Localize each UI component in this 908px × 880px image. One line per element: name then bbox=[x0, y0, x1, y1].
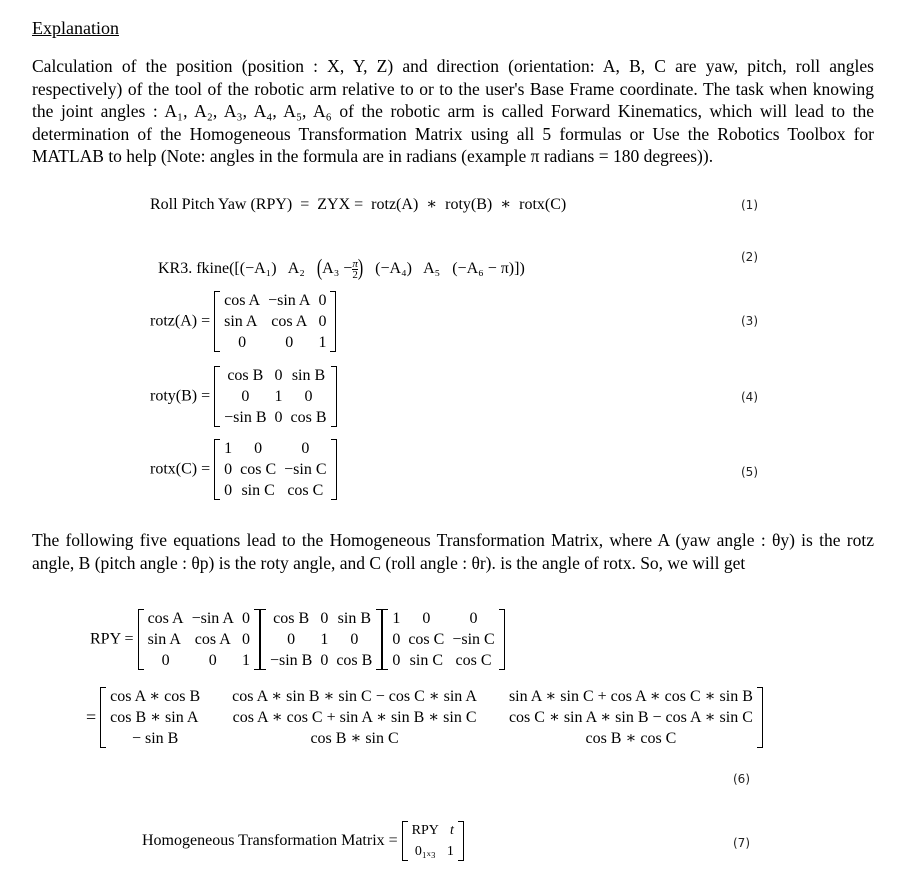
matrix-cell: 0 bbox=[274, 367, 283, 384]
equation-2-close-paren: ) bbox=[357, 256, 364, 281]
equation-5-number: (5) bbox=[741, 465, 758, 479]
matrix-cell: 0 bbox=[469, 610, 478, 627]
matrix-cell: − sin B bbox=[131, 730, 179, 747]
matrix-cell: 0₁ₓ₃ bbox=[414, 844, 436, 859]
matrix-cell: cos B bbox=[227, 367, 264, 384]
matrix-cell: cos A ∗ cos B bbox=[110, 688, 201, 705]
matrix-cell: −sin C bbox=[452, 631, 495, 648]
matrix-cell: cos B bbox=[336, 652, 373, 669]
equation-6-product bbox=[90, 608, 505, 671]
matrix-cell: 1 bbox=[224, 440, 233, 457]
matrix-cell: 0 bbox=[161, 652, 170, 669]
rotz-matrix bbox=[214, 290, 336, 353]
equation-2-open-paren: ( bbox=[316, 256, 323, 281]
matrix-cell: 0 bbox=[224, 461, 233, 478]
matrix-cell: t bbox=[450, 823, 454, 838]
heading: Explanation bbox=[32, 18, 119, 38]
equation-2-prefix: KR3. fkine([(−A₁) A₂ bbox=[158, 260, 317, 278]
matrix-cell: 1 bbox=[318, 334, 327, 351]
matrix-cell: 0 bbox=[208, 652, 217, 669]
equation-2-suffix: (−A₄) A₅ (−A₆ − π)]) bbox=[363, 260, 525, 278]
matrix-cell: cos B bbox=[290, 409, 327, 426]
matrix-cell: cos A ∗ sin B ∗ sin C − cos C ∗ sin A bbox=[232, 688, 477, 705]
equation-6-result bbox=[86, 686, 763, 749]
equation-5 bbox=[150, 438, 337, 501]
matrix-cell: −sin B bbox=[269, 652, 313, 669]
matrix-cell: 0 bbox=[241, 388, 250, 405]
matrix-cell: 0 bbox=[241, 631, 250, 648]
matrix-cell: 1 bbox=[241, 652, 250, 669]
equation-6-number: (6) bbox=[733, 772, 750, 786]
matrix-cell: 0 bbox=[422, 610, 431, 627]
equation-3-lhs: rotz(A) = bbox=[150, 312, 211, 330]
matrix-cell: 0 bbox=[224, 482, 233, 499]
matrix-cell: sin A bbox=[147, 631, 181, 648]
roty-matrix bbox=[214, 365, 336, 428]
matrix-cell: cos C ∗ sin A ∗ sin B − cos A ∗ sin C bbox=[508, 709, 753, 726]
matrix-cell: −sin A bbox=[268, 292, 311, 309]
matrix-cell: cos B bbox=[273, 610, 310, 627]
matrix-cell: 0 bbox=[274, 409, 283, 426]
matrix-cell: 0 bbox=[392, 631, 401, 648]
matrix-cell: sin B bbox=[291, 367, 326, 384]
equation-3 bbox=[150, 290, 336, 353]
matrix-cell: 0 bbox=[304, 388, 313, 405]
equation-2-number: (2) bbox=[741, 250, 758, 264]
matrix-cell: 1 bbox=[274, 388, 283, 405]
equation-7-lhs: Homogeneous Transformation Matrix = bbox=[142, 832, 398, 849]
matrix-cell: 0 bbox=[301, 440, 310, 457]
matrix-cell: sin B bbox=[337, 610, 371, 627]
matrix-cell: −sin C bbox=[284, 461, 327, 478]
equation-7 bbox=[142, 820, 464, 862]
paragraph-intro: Calculation of the position (position : X, Y, Z) and direction (orientation: A, B, C are yaw, pitch, roll angles respectively) of the tool of the robotic arm relative to or to the user's Base Frame coordinate. The task when knowing the joint angles : A₁, A₂, A₃, A₄, A₅, A₆ of the robotic arm is called Forward Kinematics, which will lead to the determination of the Homogeneous Transformation Matrix using all 5 formulas or Use the Robotics Toolbox for MATLAB to help (Note: angles in the formula are in radians (example π radians = 180 degrees)). bbox=[32, 56, 874, 166]
matrix-cell: cos A ∗ cos C + sin A ∗ sin B ∗ sin C bbox=[232, 709, 477, 726]
matrix-cell: 0 bbox=[392, 652, 401, 669]
rpy-result-matrix bbox=[100, 686, 763, 749]
equation-4-number: (4) bbox=[741, 390, 758, 404]
equation-6-lhs: RPY = bbox=[90, 630, 134, 648]
matrix-cell: −sin B bbox=[224, 409, 267, 426]
matrix-cell: sin C bbox=[241, 482, 275, 499]
equation-4 bbox=[150, 365, 337, 428]
equation-2-two: 2 bbox=[352, 269, 358, 281]
equation-2-pi: π bbox=[352, 258, 358, 270]
matrix-cell: sin A ∗ sin C + cos A ∗ cos C ∗ sin B bbox=[508, 688, 753, 705]
paragraph-rpy: The following five equations lead to the Homogeneous Transformation Matrix, where A (yaw angle : θy) is the rotz angle, B (pitch angle : θp) is the roty angle, and C (roll angle : θr). is the angle of rotx. So, we will get bbox=[32, 530, 874, 573]
matrix-cell: 0 bbox=[238, 334, 247, 351]
matrix-cell: cos B ∗ cos C bbox=[585, 730, 677, 747]
matrix-cell: cos A bbox=[194, 631, 231, 648]
equation-5-lhs: rotx(C) = bbox=[150, 460, 211, 478]
matrix-cell: 0 bbox=[320, 652, 329, 669]
equation-1-number: (1) bbox=[741, 198, 758, 212]
matrix-cell: cos C bbox=[408, 631, 445, 648]
matrix-cell: 0 bbox=[320, 610, 329, 627]
equation-4-lhs: roty(B) = bbox=[150, 387, 211, 405]
rpy-rotx-matrix bbox=[382, 608, 504, 671]
equation-6-equals: = bbox=[86, 707, 97, 727]
rpy-roty-matrix bbox=[260, 608, 382, 671]
equation-3-number: (3) bbox=[741, 314, 758, 328]
rpy-rotz-matrix bbox=[138, 608, 260, 671]
equation-1: Roll Pitch Yaw (RPY) = ZYX = rotz(A) ∗ roty(B) ∗ rotx(C) bbox=[150, 196, 567, 213]
matrix-cell: RPY bbox=[411, 823, 439, 838]
matrix-cell: 0 bbox=[318, 313, 327, 330]
matrix-cell: sin C bbox=[409, 652, 443, 669]
matrix-cell: 0 bbox=[241, 610, 250, 627]
matrix-cell: cos C bbox=[287, 482, 324, 499]
matrix-cell: 0 bbox=[318, 292, 327, 309]
equation-2-a3: A₃ − bbox=[322, 260, 353, 278]
matrix-cell: 0 bbox=[350, 631, 359, 648]
matrix-cell: cos B ∗ sin C bbox=[310, 730, 399, 747]
matrix-cell: 1 bbox=[392, 610, 401, 627]
matrix-cell: −sin A bbox=[191, 610, 234, 627]
matrix-cell: 0 bbox=[287, 631, 296, 648]
matrix-cell: cos A bbox=[147, 610, 184, 627]
matrix-cell: cos C bbox=[455, 652, 492, 669]
matrix-cell: 0 bbox=[254, 440, 263, 457]
equation-2 bbox=[150, 241, 525, 280]
rotx-matrix bbox=[214, 438, 336, 501]
matrix-cell: cos C bbox=[240, 461, 277, 478]
matrix-cell: cos A bbox=[224, 292, 261, 309]
matrix-cell: sin A bbox=[224, 313, 258, 330]
matrix-cell: cos A bbox=[271, 313, 308, 330]
matrix-cell: cos B ∗ sin A bbox=[110, 709, 199, 726]
matrix-cell: 1 bbox=[320, 631, 329, 648]
matrix-cell: 0 bbox=[285, 334, 294, 351]
equation-7-number: (7) bbox=[733, 836, 750, 850]
matrix-cell: 1 bbox=[446, 844, 454, 859]
homogeneous-matrix bbox=[402, 820, 464, 862]
